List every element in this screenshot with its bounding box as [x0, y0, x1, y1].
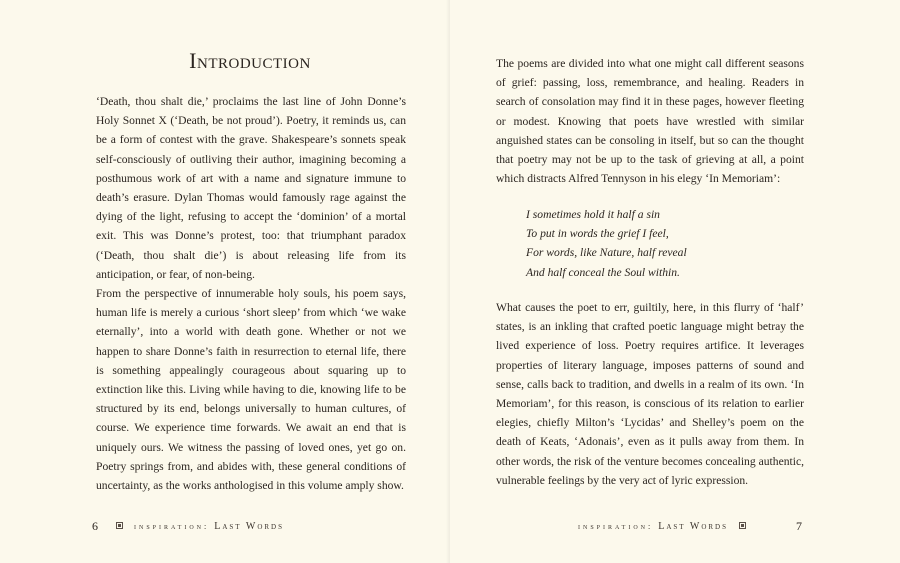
- running-head-title: Last Words: [658, 521, 728, 532]
- ornament-icon: [116, 522, 123, 529]
- right-page: [450, 0, 900, 563]
- page-number-left: 6: [92, 519, 98, 533]
- poem-line: And half conceal the Soul within.: [526, 265, 680, 279]
- right-paragraph-1: [496, 54, 804, 188]
- ornament-icon: [739, 522, 746, 529]
- running-head-series: inspiration:: [134, 522, 210, 531]
- paragraph-text: ‘Death, thou shalt die,’ proclaims the last line of John Donne’s Holy Sonnet X (‘Death, be not proud’). Poetry, it reminds us, can be a form of contest with the grave. Shakespeare’s sonnets speak self-consciously of outliving their author, imagining becoming a posthumous work of art with a name and signature immune to death’s erasure. Dylan Thomas would famously rage against the dying of the light, refusing to accept the ‘dominion’ of a mortal exit. This was Donne’s protest, too: that triumphant paradox (‘Death, thou shalt die’) is about releasing life from its anticipation, or fear, of non-being.: [96, 95, 406, 281]
- paragraph-text: What causes the poet to err, guiltily, here, in this flurry of ‘half’ states, is an inkling that crafted poetic language might betray the lived experience of loss. Poetry requires artifice. It leverages properties of literary language, imposes patterns of sound and sense, calls back to tradition, and dwells in a realm of its own. ‘In Memoriam’, for this reason, is conscious of its relation to earlier elegies, chiefly Milton’s ‘Lycidas’ and Shelley’s poem on the death of Keats, ‘Adonais’, even as it pulls away from them. In other words, the risk of the venture becomes concealing authentic, vulnerable feelings by the very act of lyric expression.: [496, 301, 804, 487]
- left-paragraph-2: [96, 284, 406, 495]
- right-paragraph-2: [496, 298, 804, 490]
- running-head-series: inspiration:: [578, 522, 654, 531]
- poem-line: For words, like Nature, half reveal: [526, 246, 687, 260]
- chapter-title: Introduction: [189, 48, 311, 73]
- running-head-title: Last Words: [214, 521, 284, 532]
- page-number-right: 7: [796, 519, 802, 533]
- running-head-left: [110, 521, 284, 532]
- paragraph-text: The poems are divided into what one might call different seasons of grief: passing, loss, remembrance, and healing. Readers in search of consolation may find it in these pages, however fleeting or modest. Knowing that poets have wrestled with similar anguished states can be consoling in itself, but so can the thought that poetry may not be up to the task of grieving at all, a point which distracts Alfred Tennyson in his elegy ‘In Memoriam’:: [496, 57, 804, 186]
- poem-line: I sometimes hold it half a sin: [526, 208, 660, 221]
- poem-quote: [526, 205, 687, 282]
- running-head-right: [578, 521, 752, 532]
- paragraph-text: From the perspective of innumerable holy souls, his poem says, human life is merely a curious ‘short sleep’ from which ‘we wake eternally’, into a world with death gone. Whether or not we happen to share Donne’s faith in resurrection to eternal life, there is something appealingly courageous about squaring up to extinction like this. Living while having to die, knowing life to be structured by its end, belongs universally to human cultures, of course. We experience time forwards. We await an end that is uniquely ours. We witness the passing of loved ones, yet go on. Poetry springs from, and abides with, these general conditions of uncertainty, as the works anthologised in this volume amply show.: [96, 287, 406, 493]
- poem-line: To put in words the grief I feel,: [526, 227, 669, 241]
- left-paragraph-1: [96, 92, 406, 284]
